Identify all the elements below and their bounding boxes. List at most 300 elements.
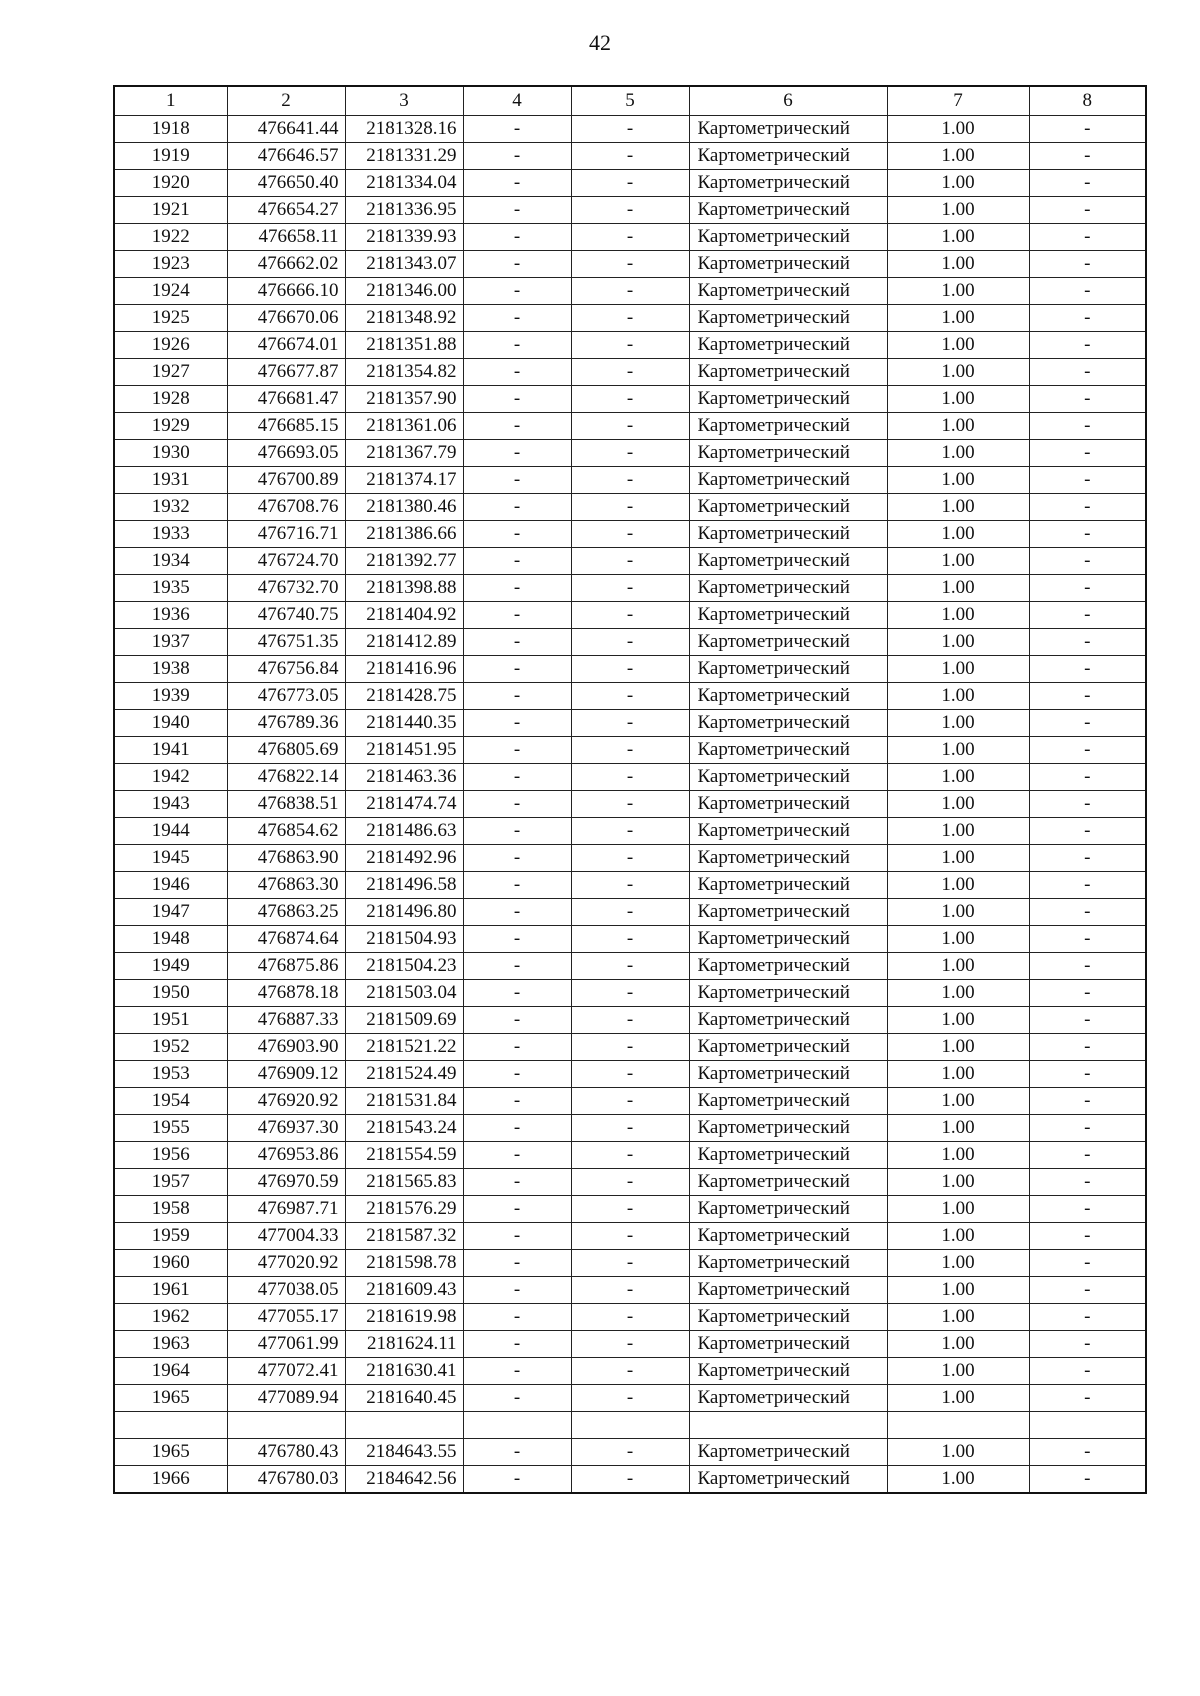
cell-accuracy: 1.00 — [887, 305, 1029, 332]
table-row — [114, 1466, 1146, 1494]
cell-col-8: - — [1029, 683, 1146, 710]
cell-method: Картометрический — [689, 386, 887, 413]
cell-accuracy: 1.00 — [887, 1250, 1029, 1277]
table-row — [114, 305, 1146, 332]
cell-accuracy: 1.00 — [887, 467, 1029, 494]
cell-col-8: - — [1029, 926, 1146, 953]
table-row — [114, 899, 1146, 926]
cell-accuracy: 1.00 — [887, 224, 1029, 251]
cell-y-coordinate: 2181640.45 — [345, 1385, 463, 1412]
column-header-4: 4 — [463, 86, 571, 116]
cell-x-coordinate: 476854.62 — [227, 818, 345, 845]
cell-method: Картометрический — [689, 251, 887, 278]
cell-x-coordinate: 476863.30 — [227, 872, 345, 899]
cell-accuracy: 1.00 — [887, 521, 1029, 548]
cell-col-4: - — [463, 629, 571, 656]
cell-col-4: - — [463, 1007, 571, 1034]
table-row — [114, 980, 1146, 1007]
cell-col-8: - — [1029, 1304, 1146, 1331]
cell-col-4: - — [463, 224, 571, 251]
cell-col-4: - — [463, 737, 571, 764]
cell-col-4: - — [463, 683, 571, 710]
cell-col-8: - — [1029, 413, 1146, 440]
cell-x-coordinate: 476970.59 — [227, 1169, 345, 1196]
cell-x-coordinate: 476641.44 — [227, 116, 345, 143]
cell-col-4: - — [463, 1088, 571, 1115]
cell-accuracy: 1.00 — [887, 629, 1029, 656]
column-header-3: 3 — [345, 86, 463, 116]
cell-col-4: - — [463, 710, 571, 737]
cell-point-number: 1928 — [114, 386, 227, 413]
cell-col-5: - — [571, 764, 689, 791]
cell-point-number: 1965 — [114, 1439, 227, 1466]
cell-col-4: - — [463, 359, 571, 386]
cell-col-8: - — [1029, 224, 1146, 251]
cell-x-coordinate: 476693.05 — [227, 440, 345, 467]
cell-method: Картометрический — [689, 116, 887, 143]
cell-col-5: - — [571, 1358, 689, 1385]
cell-x-coordinate: 476937.30 — [227, 1115, 345, 1142]
cell-col-5: - — [571, 953, 689, 980]
cell-accuracy: 1.00 — [887, 764, 1029, 791]
cell-col-8: - — [1029, 1142, 1146, 1169]
cell-accuracy: 1.00 — [887, 116, 1029, 143]
cell-col-8: - — [1029, 818, 1146, 845]
cell-accuracy: 1.00 — [887, 494, 1029, 521]
cell-col-5: - — [571, 1304, 689, 1331]
cell-col-8: - — [1029, 197, 1146, 224]
cell-point-number: 1922 — [114, 224, 227, 251]
cell-col-5: - — [571, 1196, 689, 1223]
cell-point-number: 1953 — [114, 1061, 227, 1088]
cell-point-number — [114, 1412, 227, 1439]
cell-method: Картометрический — [689, 1466, 887, 1494]
cell-y-coordinate: 2181351.88 — [345, 332, 463, 359]
cell-method: Картометрический — [689, 818, 887, 845]
cell-col-8: - — [1029, 1385, 1146, 1412]
cell-col-5: - — [571, 1142, 689, 1169]
cell-method: Картометрический — [689, 305, 887, 332]
cell-point-number: 1925 — [114, 305, 227, 332]
cell-col-4: - — [463, 548, 571, 575]
cell-method: Картометрический — [689, 521, 887, 548]
cell-x-coordinate: 477072.41 — [227, 1358, 345, 1385]
cell-y-coordinate: 2181412.89 — [345, 629, 463, 656]
cell-method: Картометрический — [689, 413, 887, 440]
cell-col-5: - — [571, 818, 689, 845]
table-row — [114, 1034, 1146, 1061]
cell-accuracy: 1.00 — [887, 548, 1029, 575]
cell-col-8: - — [1029, 332, 1146, 359]
cell-col-4: - — [463, 656, 571, 683]
cell-x-coordinate: 476708.76 — [227, 494, 345, 521]
table-body — [114, 116, 1146, 1494]
cell-y-coordinate: 2181598.78 — [345, 1250, 463, 1277]
cell-method: Картометрический — [689, 143, 887, 170]
cell-x-coordinate: 476740.75 — [227, 602, 345, 629]
table-row — [114, 818, 1146, 845]
cell-col-4: - — [463, 143, 571, 170]
cell-method: Картометрический — [689, 1169, 887, 1196]
cell-accuracy: 1.00 — [887, 1277, 1029, 1304]
cell-col-4: - — [463, 899, 571, 926]
cell-x-coordinate: 477061.99 — [227, 1331, 345, 1358]
table-row — [114, 602, 1146, 629]
cell-point-number: 1937 — [114, 629, 227, 656]
cell-accuracy: 1.00 — [887, 440, 1029, 467]
cell-y-coordinate: 2181348.92 — [345, 305, 463, 332]
cell-point-number: 1940 — [114, 710, 227, 737]
table-row — [114, 872, 1146, 899]
cell-y-coordinate: 2181496.80 — [345, 899, 463, 926]
table-row — [114, 1250, 1146, 1277]
cell-col-5: - — [571, 710, 689, 737]
cell-col-4: - — [463, 1196, 571, 1223]
cell-method: Картометрический — [689, 1088, 887, 1115]
cell-col-8: - — [1029, 143, 1146, 170]
cell-col-5: - — [571, 305, 689, 332]
cell-col-8: - — [1029, 278, 1146, 305]
cell-x-coordinate: 476805.69 — [227, 737, 345, 764]
cell-x-coordinate: 476887.33 — [227, 1007, 345, 1034]
cell-method: Картометрический — [689, 1439, 887, 1466]
cell-method: Картометрический — [689, 494, 887, 521]
cell-y-coordinate: 2184642.56 — [345, 1466, 463, 1494]
table-row — [114, 953, 1146, 980]
cell-accuracy: 1.00 — [887, 197, 1029, 224]
cell-col-5: - — [571, 1331, 689, 1358]
cell-y-coordinate: 2181361.06 — [345, 413, 463, 440]
cell-col-8: - — [1029, 1034, 1146, 1061]
cell-point-number: 1949 — [114, 953, 227, 980]
cell-x-coordinate: 476654.27 — [227, 197, 345, 224]
cell-col-5: - — [571, 278, 689, 305]
cell-point-number: 1938 — [114, 656, 227, 683]
cell-col-5: - — [571, 170, 689, 197]
cell-col-4: - — [463, 980, 571, 1007]
cell-col-5: - — [571, 1439, 689, 1466]
cell-x-coordinate: 476903.90 — [227, 1034, 345, 1061]
cell-col-5: - — [571, 1169, 689, 1196]
cell-col-8: - — [1029, 899, 1146, 926]
table-row — [114, 1061, 1146, 1088]
table-row — [114, 278, 1146, 305]
cell-col-8: - — [1029, 629, 1146, 656]
cell-col-4: - — [463, 1277, 571, 1304]
cell-accuracy: 1.00 — [887, 1223, 1029, 1250]
table-row — [114, 1142, 1146, 1169]
cell-col-5: - — [571, 926, 689, 953]
cell-col-4: - — [463, 1331, 571, 1358]
cell-accuracy: 1.00 — [887, 575, 1029, 602]
cell-accuracy: 1.00 — [887, 1034, 1029, 1061]
table-row — [114, 1088, 1146, 1115]
cell-y-coordinate: 2181380.46 — [345, 494, 463, 521]
cell-point-number: 1932 — [114, 494, 227, 521]
cell-point-number: 1942 — [114, 764, 227, 791]
cell-col-4: - — [463, 251, 571, 278]
cell-point-number: 1952 — [114, 1034, 227, 1061]
table-row — [114, 494, 1146, 521]
table-row — [114, 1439, 1146, 1466]
table-row — [114, 116, 1146, 143]
cell-col-8: - — [1029, 440, 1146, 467]
table-row — [114, 440, 1146, 467]
cell-col-8: - — [1029, 710, 1146, 737]
cell-x-coordinate: 476666.10 — [227, 278, 345, 305]
cell-y-coordinate: 2181398.88 — [345, 575, 463, 602]
cell-accuracy: 1.00 — [887, 872, 1029, 899]
cell-method: Картометрический — [689, 1115, 887, 1142]
cell-point-number: 1964 — [114, 1358, 227, 1385]
table-row — [114, 1412, 1146, 1439]
cell-method: Картометрический — [689, 953, 887, 980]
cell-y-coordinate — [345, 1412, 463, 1439]
cell-point-number: 1934 — [114, 548, 227, 575]
cell-x-coordinate: 476878.18 — [227, 980, 345, 1007]
cell-method: Картометрический — [689, 872, 887, 899]
cell-method: Картометрический — [689, 197, 887, 224]
cell-point-number: 1948 — [114, 926, 227, 953]
cell-col-4: - — [463, 278, 571, 305]
cell-point-number: 1962 — [114, 1304, 227, 1331]
cell-accuracy — [887, 1412, 1029, 1439]
cell-point-number: 1951 — [114, 1007, 227, 1034]
cell-y-coordinate: 2181357.90 — [345, 386, 463, 413]
cell-x-coordinate: 476875.86 — [227, 953, 345, 980]
cell-point-number: 1927 — [114, 359, 227, 386]
cell-col-8: - — [1029, 980, 1146, 1007]
cell-col-4: - — [463, 791, 571, 818]
cell-col-4: - — [463, 575, 571, 602]
cell-point-number: 1935 — [114, 575, 227, 602]
cell-method: Картометрический — [689, 1223, 887, 1250]
cell-col-4: - — [463, 494, 571, 521]
cell-method: Картометрический — [689, 764, 887, 791]
cell-col-4: - — [463, 1385, 571, 1412]
cell-point-number: 1918 — [114, 116, 227, 143]
cell-x-coordinate: 477004.33 — [227, 1223, 345, 1250]
cell-x-coordinate: 476700.89 — [227, 467, 345, 494]
cell-y-coordinate: 2181492.96 — [345, 845, 463, 872]
cell-point-number: 1919 — [114, 143, 227, 170]
cell-col-4: - — [463, 845, 571, 872]
cell-x-coordinate: 476681.47 — [227, 386, 345, 413]
cell-col-5: - — [571, 980, 689, 1007]
cell-y-coordinate: 2181531.84 — [345, 1088, 463, 1115]
cell-y-coordinate: 2181619.98 — [345, 1304, 463, 1331]
cell-col-5: - — [571, 737, 689, 764]
cell-x-coordinate: 477038.05 — [227, 1277, 345, 1304]
cell-accuracy: 1.00 — [887, 1142, 1029, 1169]
cell-col-8: - — [1029, 1007, 1146, 1034]
table-row — [114, 1196, 1146, 1223]
table-row — [114, 926, 1146, 953]
cell-accuracy: 1.00 — [887, 170, 1029, 197]
cell-method: Картометрический — [689, 602, 887, 629]
cell-method: Картометрический — [689, 332, 887, 359]
cell-method: Картометрический — [689, 548, 887, 575]
cell-y-coordinate: 2181346.00 — [345, 278, 463, 305]
cell-col-8: - — [1029, 764, 1146, 791]
cell-accuracy: 1.00 — [887, 386, 1029, 413]
cell-method: Картометрический — [689, 1304, 887, 1331]
cell-point-number: 1936 — [114, 602, 227, 629]
cell-col-8: - — [1029, 1061, 1146, 1088]
cell-method: Картометрический — [689, 1142, 887, 1169]
cell-x-coordinate: 476838.51 — [227, 791, 345, 818]
cell-col-5: - — [571, 872, 689, 899]
cell-y-coordinate: 2181392.77 — [345, 548, 463, 575]
cell-point-number: 1959 — [114, 1223, 227, 1250]
cell-accuracy: 1.00 — [887, 1169, 1029, 1196]
cell-x-coordinate: 476751.35 — [227, 629, 345, 656]
cell-col-5: - — [571, 197, 689, 224]
cell-point-number: 1943 — [114, 791, 227, 818]
cell-x-coordinate: 476909.12 — [227, 1061, 345, 1088]
cell-col-5: - — [571, 845, 689, 872]
cell-x-coordinate: 476780.03 — [227, 1466, 345, 1494]
cell-x-coordinate: 476677.87 — [227, 359, 345, 386]
cell-accuracy: 1.00 — [887, 899, 1029, 926]
cell-col-4: - — [463, 1115, 571, 1142]
table-row — [114, 656, 1146, 683]
cell-method: Картометрический — [689, 710, 887, 737]
cell-y-coordinate: 2181503.04 — [345, 980, 463, 1007]
cell-col-8: - — [1029, 872, 1146, 899]
cell-x-coordinate: 476863.25 — [227, 899, 345, 926]
cell-x-coordinate: 476670.06 — [227, 305, 345, 332]
cell-point-number: 1930 — [114, 440, 227, 467]
cell-accuracy: 1.00 — [887, 683, 1029, 710]
cell-col-4: - — [463, 413, 571, 440]
column-header-6: 6 — [689, 86, 887, 116]
cell-x-coordinate: 476780.43 — [227, 1439, 345, 1466]
cell-point-number: 1939 — [114, 683, 227, 710]
cell-col-5: - — [571, 656, 689, 683]
cell-accuracy: 1.00 — [887, 737, 1029, 764]
cell-col-5: - — [571, 629, 689, 656]
cell-point-number: 1945 — [114, 845, 227, 872]
cell-accuracy: 1.00 — [887, 656, 1029, 683]
cell-col-4: - — [463, 1439, 571, 1466]
cell-point-number: 1941 — [114, 737, 227, 764]
cell-col-5: - — [571, 116, 689, 143]
cell-point-number: 1961 — [114, 1277, 227, 1304]
cell-col-8: - — [1029, 359, 1146, 386]
cell-col-8: - — [1029, 953, 1146, 980]
table-row — [114, 170, 1146, 197]
cell-col-8: - — [1029, 467, 1146, 494]
cell-y-coordinate: 2181509.69 — [345, 1007, 463, 1034]
cell-point-number: 1960 — [114, 1250, 227, 1277]
header-row — [114, 86, 1146, 116]
cell-col-8: - — [1029, 1223, 1146, 1250]
table-row — [114, 359, 1146, 386]
cell-col-5: - — [571, 1250, 689, 1277]
cell-x-coordinate: 476662.02 — [227, 251, 345, 278]
cell-col-5: - — [571, 791, 689, 818]
cell-accuracy: 1.00 — [887, 1196, 1029, 1223]
table-row — [114, 1277, 1146, 1304]
cell-col-8: - — [1029, 1250, 1146, 1277]
cell-col-5: - — [571, 1223, 689, 1250]
cell-point-number: 1923 — [114, 251, 227, 278]
cell-col-8: - — [1029, 305, 1146, 332]
cell-y-coordinate: 2181609.43 — [345, 1277, 463, 1304]
cell-method: Картометрический — [689, 467, 887, 494]
cell-accuracy: 1.00 — [887, 1466, 1029, 1494]
cell-y-coordinate: 2181474.74 — [345, 791, 463, 818]
cell-col-5: - — [571, 494, 689, 521]
cell-x-coordinate: 476953.86 — [227, 1142, 345, 1169]
cell-point-number: 1933 — [114, 521, 227, 548]
cell-col-8: - — [1029, 1331, 1146, 1358]
cell-point-number: 1924 — [114, 278, 227, 305]
cell-accuracy: 1.00 — [887, 818, 1029, 845]
cell-accuracy: 1.00 — [887, 1088, 1029, 1115]
cell-col-8: - — [1029, 1466, 1146, 1494]
cell-col-4: - — [463, 332, 571, 359]
cell-col-5: - — [571, 143, 689, 170]
cell-col-8: - — [1029, 845, 1146, 872]
cell-col-8: - — [1029, 386, 1146, 413]
cell-accuracy: 1.00 — [887, 1385, 1029, 1412]
cell-col-4: - — [463, 467, 571, 494]
cell-col-5: - — [571, 359, 689, 386]
cell-col-5: - — [571, 575, 689, 602]
cell-col-5: - — [571, 332, 689, 359]
cell-y-coordinate: 2181521.22 — [345, 1034, 463, 1061]
table-row — [114, 521, 1146, 548]
cell-method: Картометрический — [689, 1061, 887, 1088]
cell-method: Картометрический — [689, 926, 887, 953]
cell-method: Картометрический — [689, 791, 887, 818]
page-number: 42 — [589, 30, 611, 55]
cell-accuracy: 1.00 — [887, 1304, 1029, 1331]
table-row — [114, 224, 1146, 251]
cell-y-coordinate: 2181504.23 — [345, 953, 463, 980]
table-row — [114, 197, 1146, 224]
cell-col-5: - — [571, 1466, 689, 1494]
cell-point-number: 1929 — [114, 413, 227, 440]
cell-y-coordinate: 2181374.17 — [345, 467, 463, 494]
cell-y-coordinate: 2181504.93 — [345, 926, 463, 953]
cell-col-5: - — [571, 440, 689, 467]
cell-col-8: - — [1029, 1088, 1146, 1115]
cell-method: Картометрический — [689, 1196, 887, 1223]
cell-accuracy: 1.00 — [887, 1007, 1029, 1034]
cell-col-8: - — [1029, 170, 1146, 197]
cell-y-coordinate: 2181354.82 — [345, 359, 463, 386]
cell-method: Картометрический — [689, 980, 887, 1007]
cell-col-8: - — [1029, 116, 1146, 143]
cell-col-5: - — [571, 386, 689, 413]
cell-col-4: - — [463, 386, 571, 413]
cell-accuracy: 1.00 — [887, 1115, 1029, 1142]
coordinates-table — [113, 85, 1147, 1494]
cell-y-coordinate: 2181451.95 — [345, 737, 463, 764]
cell-y-coordinate: 2181416.96 — [345, 656, 463, 683]
cell-y-coordinate: 2181334.04 — [345, 170, 463, 197]
cell-col-8: - — [1029, 521, 1146, 548]
cell-accuracy: 1.00 — [887, 359, 1029, 386]
cell-col-5: - — [571, 224, 689, 251]
cell-x-coordinate: 477055.17 — [227, 1304, 345, 1331]
cell-point-number: 1944 — [114, 818, 227, 845]
cell-col-5: - — [571, 683, 689, 710]
cell-col-8: - — [1029, 1358, 1146, 1385]
